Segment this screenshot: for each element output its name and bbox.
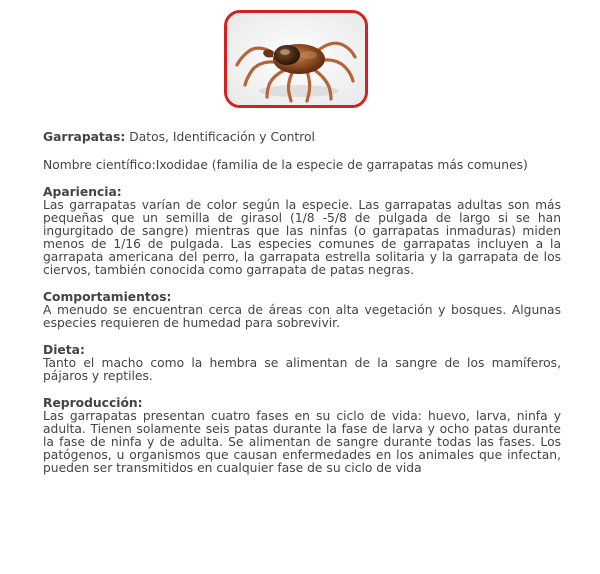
article-title bbox=[43, 131, 561, 144]
section-behaviors bbox=[43, 291, 561, 330]
title-label: Garrapatas: bbox=[43, 130, 126, 144]
section-appearance bbox=[43, 186, 561, 277]
section-reproduction bbox=[43, 397, 561, 475]
tick-photo bbox=[224, 10, 368, 108]
title-text: Datos, Identificación y Control bbox=[125, 130, 315, 144]
section-heading: Dieta: bbox=[43, 343, 85, 357]
scientific-name: Nombre científico:Ixodidae (familia de la especie de garrapatas más comunes) bbox=[43, 158, 528, 172]
section-heading: Reproducción: bbox=[43, 396, 143, 410]
tick-icon bbox=[227, 13, 365, 105]
section-body: Las garrapatas varían de color según la especie. Las garrapatas adultas son más pequeñas que un semilla de girasol (1/8 -5/8 de pulgada de largo si se han ingurgitado de sangre) mientras que las ninfas (o garrapatas inmaduras) miden menos de 1/16 de pulgada. Las especies comunes de garrapatas incluyen a la garrapata americana del perro, la garrapata estrella solitaria y la garrapata de los ciervos, también conocida como garrapata de patas negras. bbox=[43, 198, 561, 277]
section-body: Tanto el macho como la hembra se alimentan de la sangre de los mamíferos, pájaros y reptiles. bbox=[43, 356, 561, 383]
section-diet bbox=[43, 344, 561, 383]
article-body bbox=[43, 131, 561, 489]
section-heading: Apariencia: bbox=[43, 185, 122, 199]
section-body: Las garrapatas presentan cuatro fases en su ciclo de vida: huevo, larva, ninfa y adulta. Tienen solamente seis patas durante la fase de larva y ocho patas durante la fase de ninfa y de adulta. Se alimentan de sangre durante todas las fases. Los patógenos, u organismos que causan enfermedades en los animales que infectan, pueden ser transmitidos en cualquier fase de su ciclo de vida bbox=[43, 409, 561, 475]
section-heading: Comportamientos: bbox=[43, 290, 172, 304]
section-body: A menudo se encuentran cerca de áreas con alta vegetación y bosques. Algunas especies requieren de humedad para sobrevivir. bbox=[43, 303, 561, 330]
